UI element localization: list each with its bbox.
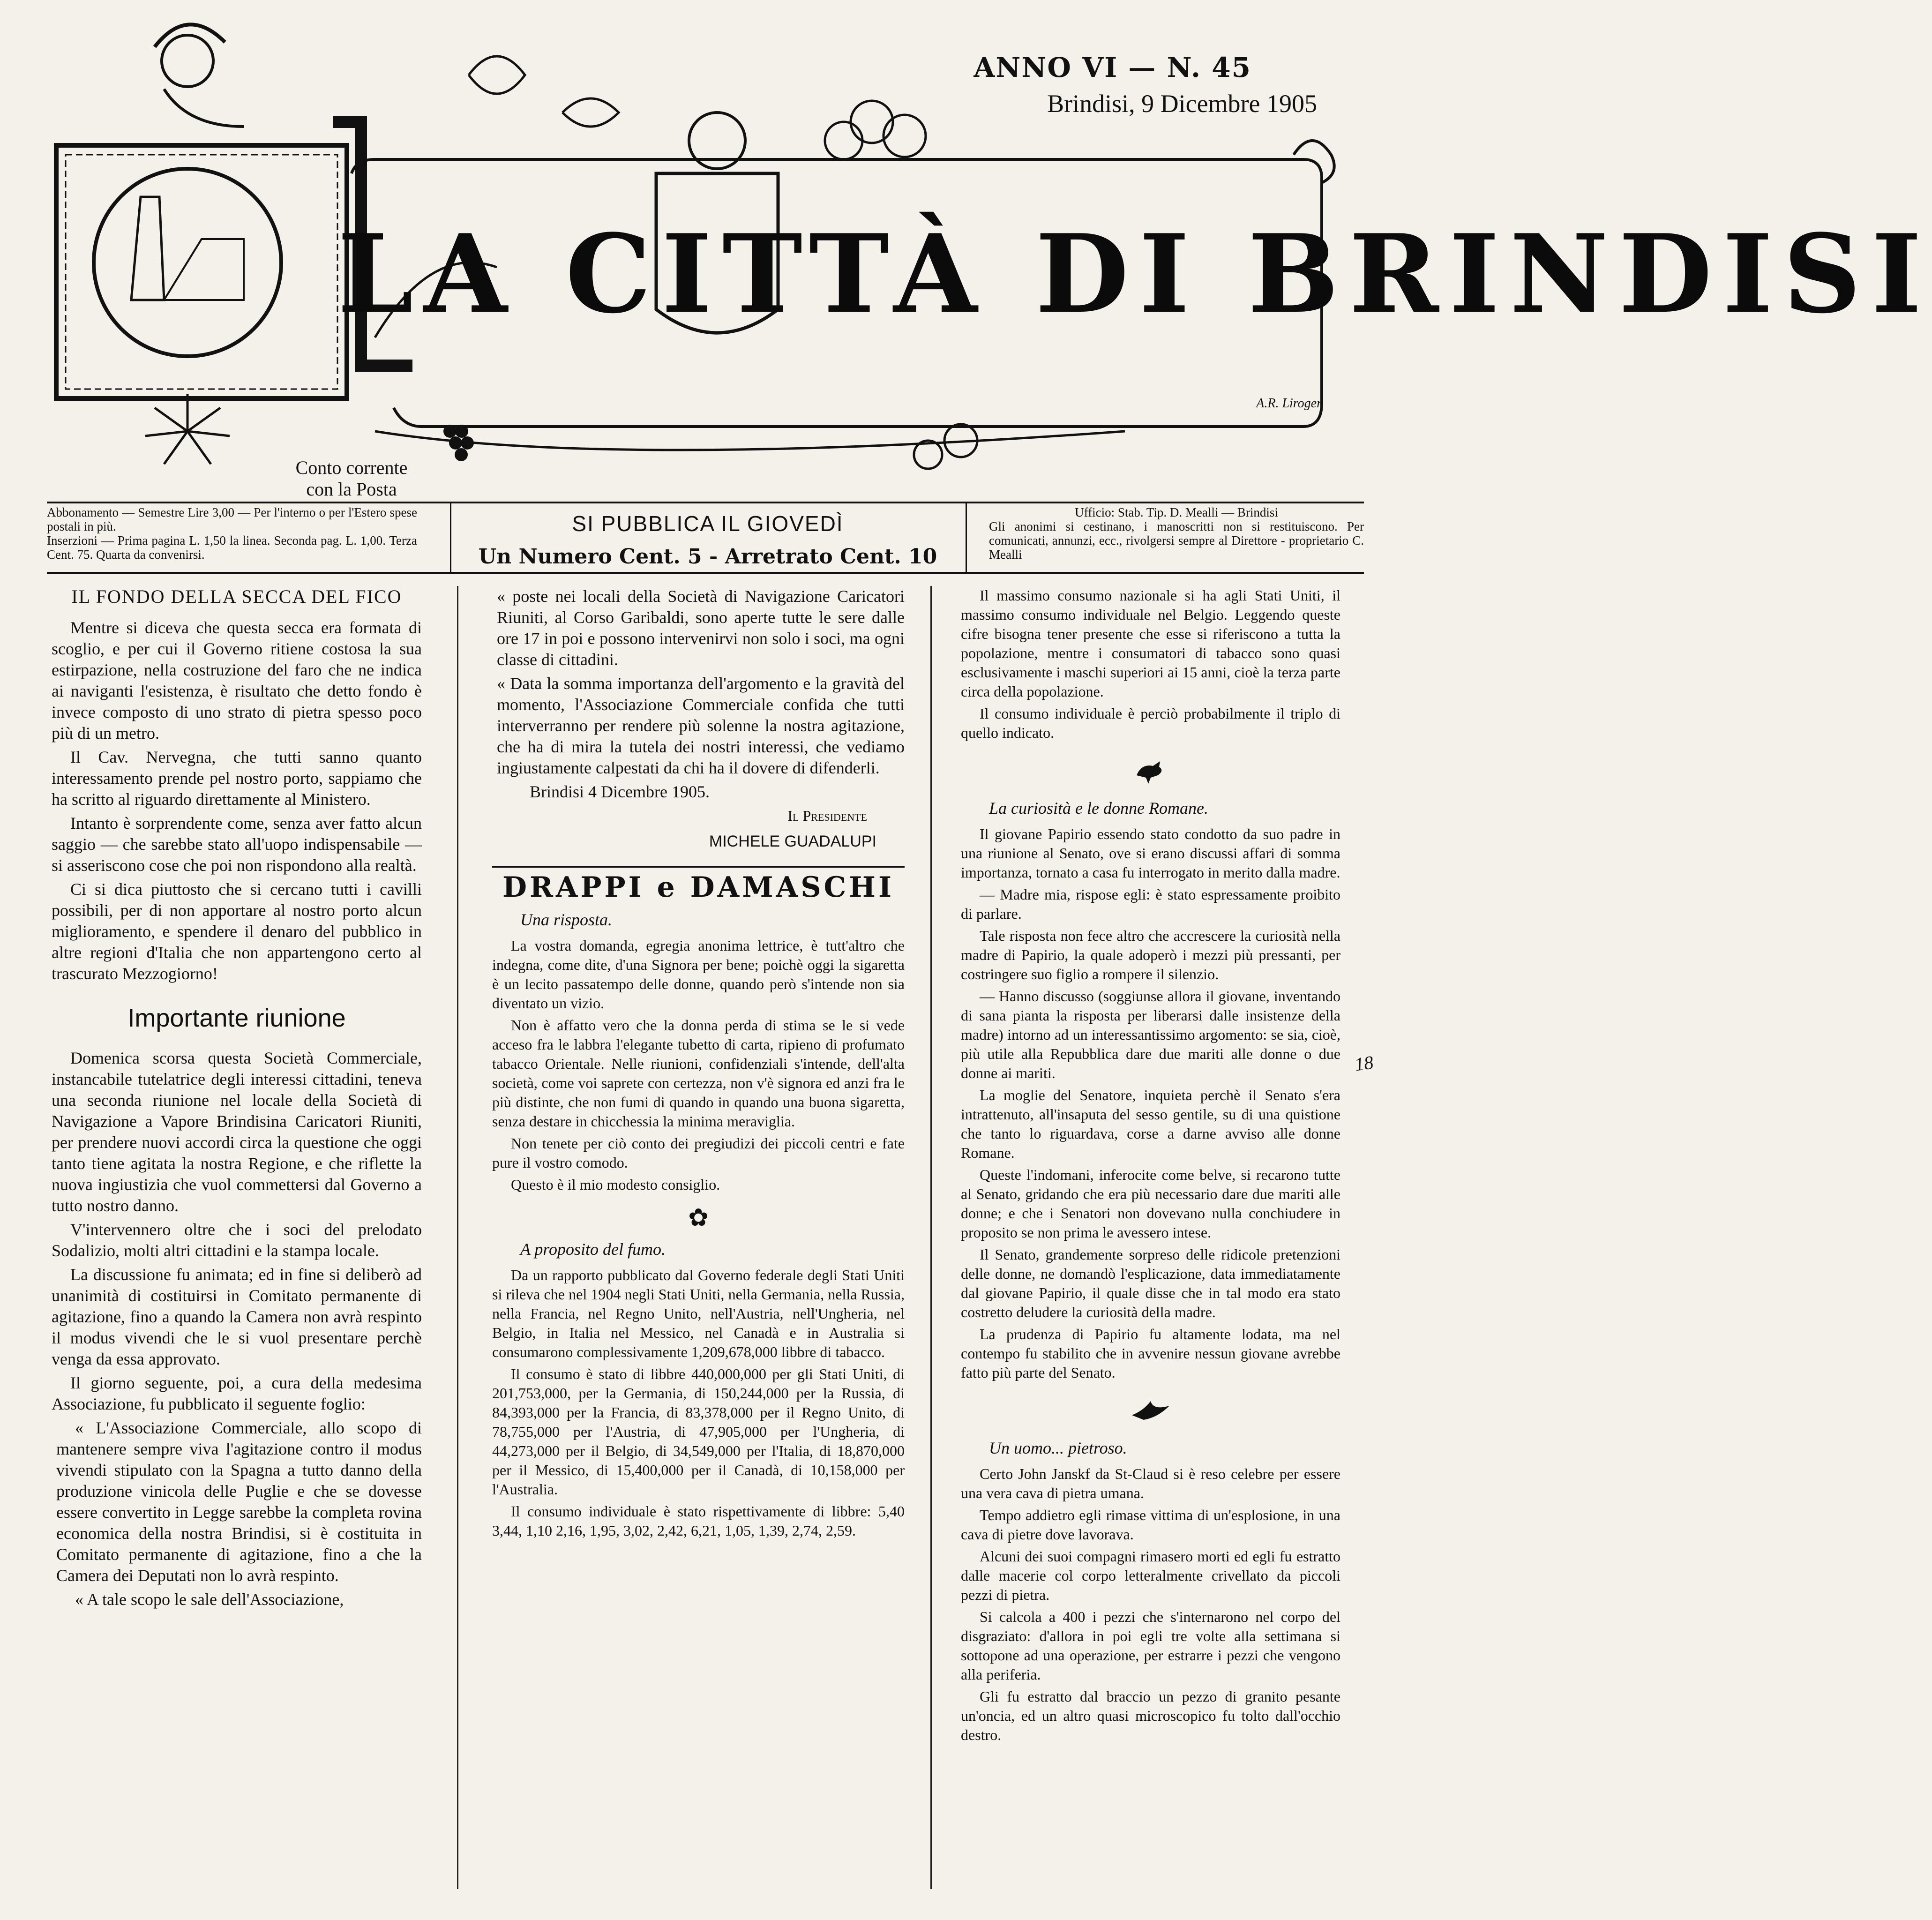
- quote-paragraph: « poste nei locali della Società di Navigazione Caricatori Riuniti, al Corso Garibaldi, sono aperte tutte le sere dalle ore 17 in poi e possono intervenirvi non solo i soci, ma ogni classe di cittadini.: [497, 587, 905, 669]
- inserzioni-text: Inserzioni — Prima pagina L. 1,50 la linea. Seconda pag. L. 1,00. Terza Cent. 75. Quarta da convenirsi.: [47, 533, 417, 562]
- section-rule: [492, 866, 905, 868]
- newspaper-title: LA CITTÀ DI BRINDISI: [337, 211, 1932, 338]
- paragraph: Il consumo individuale è stato rispettivamente di libbre: 5,40 3,44, 1,10 2,16, 1,95, 3,02, 2,42, 6,21, 1,05, 1,39, 2,74, 2,59.: [492, 1503, 905, 1539]
- publication-info: [478, 511, 937, 569]
- article-title: IL FONDO DELLA SECCA DEL FICO: [71, 586, 402, 607]
- office-address: Ufficio: Stab. Tip. D. Mealli — Brindisi: [1075, 505, 1278, 519]
- sign-date: Brindisi 4 Dicembre 1905.: [530, 782, 710, 801]
- paragraph: Ci si dica piuttosto che si cercano tutti i cavilli possibili, per di non apportare al nostro porto alcun miglioramento, e spendere il denaro del pubblico in altre regioni d'Italia che non appartengono certo al trascurato Mezzogiorno!: [52, 880, 422, 983]
- crow-ornament-icon: [961, 757, 1340, 787]
- rule-bottom: [47, 572, 1364, 574]
- paragraph: La moglie del Senatore, inquieta perchè il Senato s'era intrattenuto, all'insaputa del sesso gentile, su di una quistione che tanto lo riguardava, corse a darne avviso alle donne Romane.: [961, 1087, 1340, 1161]
- paragraph: Queste l'indomani, inferocite come belve, si recarono tutte al Senato, gridando che era più necessario dare due mariti alle donne; e che i Senatori non dovevano nulla conchiudere in proposito se non prima le avessero intese.: [961, 1166, 1340, 1241]
- quote-paragraph: « Data la somma importanza dell'argomento e la gravità del momento, l'Associazione Commerciale confida che tutti interverranno per rendere più solenne la nostra agitazione, che ha di mira la tutela dei nostri interessi, che vediamo ingiustamente calpestati da chi ha il dovere di difenderli.: [497, 674, 905, 777]
- paragraph: Questo è il mio modesto consiglio.: [511, 1176, 720, 1193]
- paragraph: Gli fu estratto dal braccio un pezzo di granito pesante un'oncia, ed un altro quasi microscopico fu tolto dall'occhio destro.: [961, 1688, 1340, 1743]
- column-1: [52, 586, 422, 1613]
- paragraph: Domenica scorsa questa Società Commerciale, instancabile tutelatrice degli interessi cittadini, teneva una seconda riunione nel locale della Società di Navigazione a Vapore Brindisina Caricatori Riuniti, per prendere nuovi accordi circa la questione che oggi tanto tiene agitata la nostra Regione, e che riflette la nuova ingiustizia che vuol commettersi dal Governo a tutto nostro danno.: [52, 1049, 422, 1215]
- section-title: DRAPPI e DAMASCHI: [502, 871, 895, 904]
- paragraph: Non tenete per ciò conto dei pregiudizi dei piccoli centri e fate pure il vostro comodo.: [492, 1135, 905, 1171]
- postal-note: Conto corrente con la Posta: [295, 457, 408, 500]
- paragraph: La vostra domanda, egregia anonima lettrice, è tutt'altro che indegna, come dite, d'una Signora per bene; poichè oggi la sigaretta è un lecito passatempo delle donne, quando però s'intende non sia diventato un vizio.: [492, 937, 905, 1012]
- editorial-note: Gli anonimi si cestinano, i manoscritti non si restituiscono. Per comunicati, annunzi, ecc., rivolgersi sempre al Direttore - proprietario C. Mealli: [989, 519, 1364, 562]
- paragraph: Si calcola a 400 i pezzi che s'internarono nel corpo del disgraziato: d'allora in poi egli tre volte alla settimana si sottopone ad una operazione, per estrarre i pezzi che vengono alla periferia.: [961, 1608, 1340, 1683]
- paragraph: Alcuni dei suoi compagni rimasero morti ed egli fu estratto dalle macerie col corpo letteralmente crivellato da piccoli pezzi di pietra.: [961, 1548, 1340, 1603]
- divider: [450, 502, 451, 572]
- paragraph: Da un rapporto pubblicato dal Governo federale degli Stati Uniti si rileva che nel 1904 negli Stati Uniti, nella Germania, nella Russia, nella Francia, nel Regno Unito, nell'Austria, nell'Ungheria, nel Belgio, in Italia nel Messico, nel Canadà e in Australia si consumarono complessivamente 1,209,678,000 libbre di tabacco.: [492, 1267, 905, 1360]
- paragraph: V'intervennero oltre che i soci del prelodato Sodalizio, molti altri cittadini e la stampa locale.: [52, 1220, 422, 1260]
- paragraph: Non è affatto vero che la donna perda di stima se le si vede acceso fra le labbra l'elegante tubetto di carta, ripieno di profumato tabacco Orientale. Nelle riunioni, confidenziali s'intende, dell'alta società, come voi saprete con certezza, non v'è signora ed anzi fra le più distinte, che non fumi di quando in quando una buona sigaretta, senza destare in chicchessia la minima meraviglia.: [492, 1017, 905, 1130]
- paragraph: Intanto è sorprendente come, senza aver fatto alcun saggio — che sarebbe stato all'uopo indispensabile — si asseriscono cose che poi non rispondono alla realtà.: [52, 814, 422, 875]
- crow-icon: [1132, 757, 1169, 785]
- publication-schedule: SI PUBBLICA IL GIOVEDÌ: [572, 511, 844, 536]
- paragraph: Certo John Janskf da St-Claud si è reso celebre per essere una vera cava di pietra umana.: [961, 1465, 1340, 1501]
- paragraph: Il Senato, grandemente sorpreso delle ridicole pretenzioni delle donne, ne domandò l'esplicazione, data immediatamente dal giovane Papirio, il quale disse che in tal modo era stato costretto deludere la curiosità della madre.: [961, 1246, 1340, 1320]
- column-2: [492, 586, 905, 1543]
- paragraph: Mentre si diceva che questa secca era formata di scoglio, e per cui il Governo ritiene costosa la sua estirpazione, nella costruzione del faro che ne indica ai naviganti l'esistenza, è risultato che detto fondo è invece composto di uno strato di pietra spesso poco più di un metro.: [52, 618, 422, 742]
- paragraph: La prudenza di Papirio fu altamente lodata, ma nel contempo fu stabilito che in avvenire nessun giovane avrebbe fatto più parte del Senato.: [961, 1326, 1340, 1381]
- masthead: [47, 19, 1932, 500]
- paragraph: — Hanno discusso (soggiunse allora il giovane, inventando di sana pianta la risposta per liberarsi dalle insistenze della madre) intorno ad un interessantissimo argomento: se sia, cioè, più utile alla Repubblica dare due mariti alle donne o due donne ai mariti.: [961, 988, 1340, 1081]
- article-title: Importante riunione: [127, 1004, 346, 1032]
- subsection-title: La curiosità e le donne Romane.: [989, 799, 1208, 818]
- subscription-infobar: [47, 502, 1364, 577]
- column-rule: [930, 586, 932, 1889]
- paragraph: Il consumo individuale è perciò probabilmente il triplo di quello indicato.: [961, 705, 1340, 741]
- signer-title: Il Presidente: [787, 807, 867, 824]
- paragraph: Il giorno seguente, poi, a cura della medesima Associazione, fu pubblicato il seguente foglio:: [52, 1373, 422, 1413]
- signer-name: MICHELE GUADALUPI: [709, 832, 876, 850]
- ladybug-ornament-icon: ✿: [688, 1205, 709, 1231]
- paragraph: — Madre mia, rispose egli: è stato espressamente proibito di parlare.: [961, 886, 1340, 922]
- bird-icon: [1130, 1396, 1172, 1425]
- paragraph: La discussione fu animata; ed in fine si deliberò ad unanimità di costituirsi in Comitato permanente di agitazione, fino a quando la Camera non avrà respinto il modus vivendi che le si vuol presentare perchè venga da essa approvato.: [52, 1265, 422, 1368]
- artist-signature: A.R. Liroger: [1256, 396, 1322, 411]
- subsection-title: Un uomo... pietroso.: [989, 1439, 1127, 1457]
- issue-date: Brindisi, 9 Dicembre 1905: [1047, 90, 1317, 118]
- paragraph: Il Cav. Nervegna, che tutti sanno quanto interessamento prende pel nostro porto, sappiamo che ha scritto al riguardo direttamente al Ministero.: [52, 748, 422, 809]
- office-info: [989, 505, 1364, 562]
- quote-paragraph: « L'Associazione Commerciale, allo scopo di mantenere sempre viva l'agitazione contro il modus vivendi stipulato con la Spagna a tutto danno della produzione vinicola delle Puglie e che se dovesse essere convertito in Legge sarebbe la completa rovina economica della nostra Brindisi, si è costituita in Comitato permanente di agitazione, fino a che la Camera dei Deputati non lo avrà respinto.: [56, 1418, 422, 1585]
- subsection-title: A proposito del fumo.: [520, 1240, 666, 1259]
- divider: [966, 502, 967, 572]
- abbonamento-text: Abbonamento — Semestre Lire 3,00 — Per l'interno o per l'Estero spese postali in più.: [47, 505, 417, 533]
- handwritten-margin-note: 18: [1353, 1051, 1375, 1075]
- bird-ornament-icon: [961, 1396, 1340, 1426]
- paragraph: Il giovane Papirio essendo stato condotto da suo padre in una riunione al Senato, ove si erano discussi affari di somma importanza, tornato a casa fu interrogato in merito dalla madre.: [961, 825, 1340, 881]
- paragraph: Tale risposta non fece altro che accrescere la curiosità nella madre di Papirio, la quale adoperò i mezzi più pressanti, per costringere suo figlio a rompere il silenzio.: [961, 927, 1340, 982]
- paragraph: Il massimo consumo nazionale si ha agli Stati Uniti, il massimo consumo individuale nel Belgio. Leggendo queste cifre bisogna tener presente che esse si riferiscono a tutta la popolazione, mentre i consumatori di tabacco sono quasi esclusivamente i maschi superiori ai 15 anni, cioè la terza parte circa della popolazione.: [961, 587, 1340, 700]
- column-3: [961, 586, 1340, 1748]
- quote-paragraph: « A tale scopo le sale dell'Associazione,: [75, 1590, 344, 1609]
- rule-top: [47, 502, 1364, 503]
- paragraph: Tempo addietro egli rimase vittima di un'esplosione, in una cava di pietre dove lavorava.: [961, 1507, 1340, 1543]
- paragraph: Il consumo è stato di libbre 440,000,000 per gli Stati Uniti, di 201,753,000, per la Germania, di 150,244,000 per la Russia, di 84,393,000 per la Francia, di 83,378,000 per il Regno Unito, di 78,755,000 per l'Austria, di 47,905,000 per l'Ungheria, di 44,273,000 per il Belgio, di 34,549,000 per l'Italia, di 18,870,000 per il Messico, di 15,400,000 per il Canadà, di 10,158,000 per l'Australia.: [492, 1365, 905, 1498]
- column-rule: [457, 586, 458, 1889]
- subsection-title: Una risposta.: [520, 910, 613, 929]
- price-line: Un Numero Cent. 5 - Arretrato Cent. 10: [478, 545, 937, 569]
- issue-number: ANNO VI — N. 45: [973, 52, 1251, 83]
- subscription-info: [47, 505, 417, 562]
